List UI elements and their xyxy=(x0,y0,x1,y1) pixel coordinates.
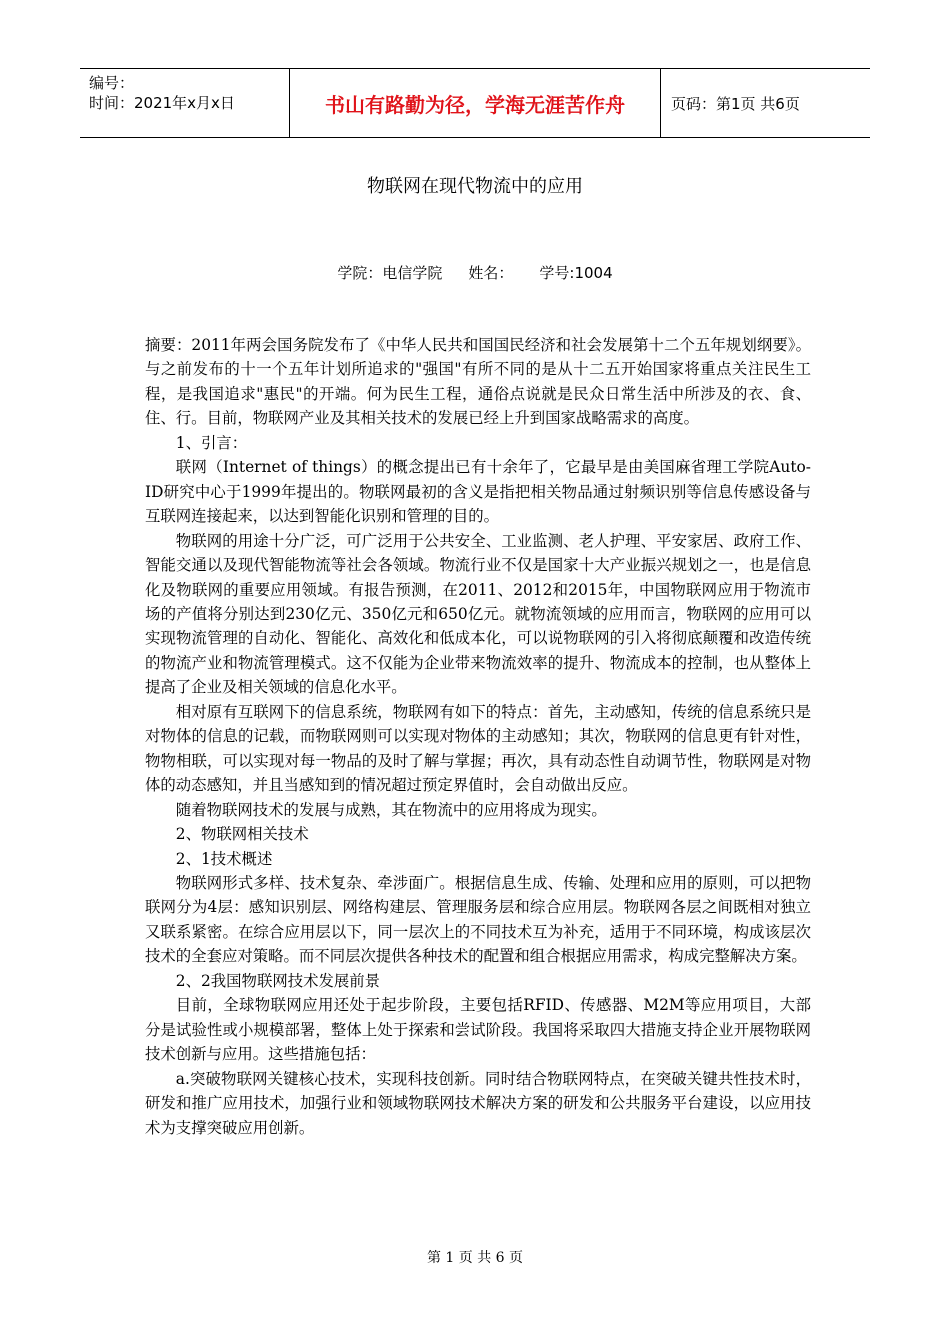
subsection-heading: 2、1技术概述 xyxy=(175,849,273,868)
motto: 书山有路勤为径，学海无涯苦作舟 xyxy=(290,69,661,137)
college: 学院：电信学院 xyxy=(337,264,443,282)
section-heading: 2、物联网相关技术 xyxy=(175,825,309,844)
document-body xyxy=(145,333,811,1140)
student-id: 学号:1004 xyxy=(539,264,613,282)
abstract-paragraph: 摘要：2011年两会国务院发布了《中华人民共和国国民经济和社会发展第十二个五年规划纲要》。与之前发布的十一个五年计划所追求的"强国"有所不同的是从十二五开始国家将重点关注民生工程，是我国追求"惠民"的开端。何为民生工程，通俗点说就是民众日常生活中所涉及的衣、食、住、行。目前，物联网产业及其相关技术的发展已经上升到国家战略需求的高度。 xyxy=(145,336,811,428)
body-paragraph: 随着物联网技术的发展与成熟，其在物流中的应用将成为现实。 xyxy=(175,800,607,819)
body-paragraph: 目前，全球物联网应用还处于起步阶段，主要包括RFID、传感器、M2M等应用项目，大部分是试验性或小规模部署，整体上处于探索和尝试阶段。我国将采取四大措施支持企业开展物联网技术创新与应用。这些措施包括： xyxy=(145,996,811,1064)
body-paragraph: 联网（Internet of things）的概念提出已有十余年了，它最早是由美国麻省理工学院Auto-ID研究中心于1999年提出的。物联网最初的含义是指把相关物品通过射频识别等信息传感设备与互联网连接起来，以达到智能化识别和管理的目的。 xyxy=(145,458,811,526)
header-left-cell xyxy=(80,69,290,137)
body-paragraph: 物联网形式多样、技术复杂、牵涉面广。根据信息生成、传输、处理和应用的原则，可以把物联网分为4层：感知识别层、网络构建层、管理服务层和综合应用层。物联网各层之间既相对独立又联系紧密。在综合应用层以下，同一层次上的不同技术互为补充，适用于不同环境，构成该层次技术的全套应对策略。而不同层次提供各种技术的配置和组合根据应用需求，构成完整解决方案。 xyxy=(145,873,811,966)
student-name: 姓名： xyxy=(468,264,514,282)
page-code: 页码：第1页 共6页 xyxy=(671,94,800,113)
list-item: a.突破物联网关键核心技术，实现科技创新。同时结合物联网特点，在突破关键共性技术时，研发和推广应用技术，加强行业和领域物联网技术解决方案的研发和公共服务平台建设，以应用技术为支撑突破应用创新。 xyxy=(145,1069,811,1137)
body-paragraph: 相对原有互联网下的信息系统，物联网有如下的特点：首先，主动感知，传统的信息系统只是对物体的信息的记载，而物联网则可以实现对物体的主动感知；其次，物联网的信息更有针对性，物物相联，可以实现对每一物品的及时了解与掌握；再次，具有动态性自动调节性，物联网是对物体的动态感知，并且当感知到的情况超过预定界值时，会自动做出反应。 xyxy=(145,702,811,795)
body-paragraph: 物联网的用途十分广泛，可广泛用于公共安全、工业监测、老人护理、平安家居、政府工作、智能交通以及现代智能物流等社会各领域。物流行业不仅是国家十大产业振兴规划之一，也是信息化及物联网的重要应用领域。有报告预测，在2011、2012和2015年，中国物联网应用于物流市场的产值将分别达到230亿元、350亿元和650亿元。就物流领域的应用而言，物联网的应用可以实现物流管理的自动化、智能化、高效化和低成本化，可以说物联网的引入将彻底颠覆和改造传统的物流产业和物流管理模式。这不仅能为企业带来物流效率的提升、物流成本的控制，也从整体上提高了企业及相关领域的信息化水平。 xyxy=(145,531,811,697)
document-title: 物联网在现代物流中的应用 xyxy=(367,176,583,197)
author-info xyxy=(0,262,950,283)
time-label: 时间：2021年x月x日 xyxy=(89,94,235,112)
number-label: 编号： xyxy=(89,74,135,92)
header-table xyxy=(80,68,870,138)
section-heading: 1、引言： xyxy=(175,433,248,452)
page-footer: 第 1 页 共 6 页 xyxy=(426,1250,524,1266)
subsection-heading: 2、2我国物联网技术发展前景 xyxy=(175,971,381,990)
